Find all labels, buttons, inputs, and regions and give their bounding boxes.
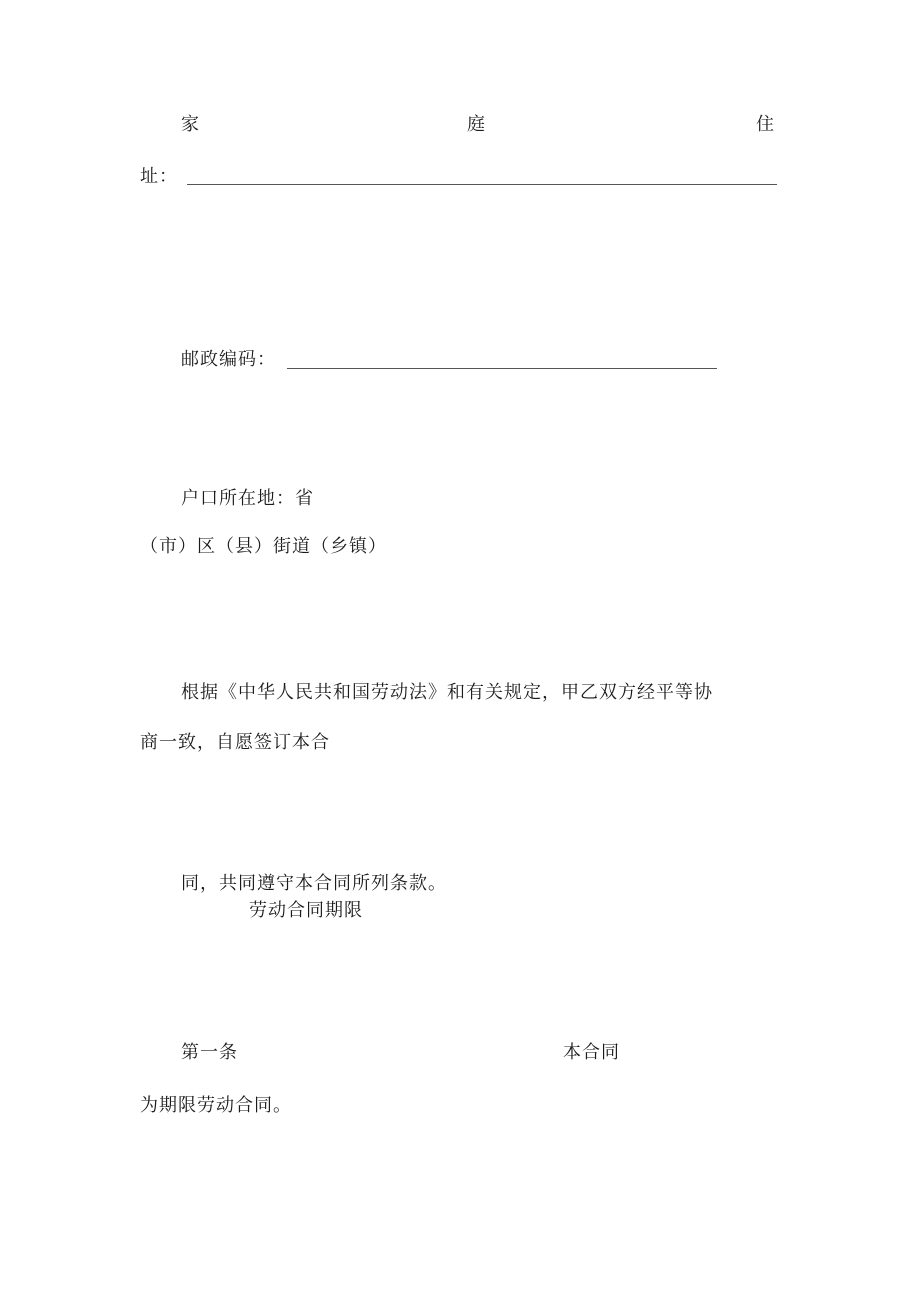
address-label-char-3: 住 (756, 114, 775, 135)
article-1-label: 第一条 (181, 1042, 238, 1063)
preamble-line-3: 同，共同遵守本合同所列条款。 (181, 873, 447, 894)
address-label-char-2: 庭 (467, 114, 486, 135)
section-heading: 劳动合同期限 (249, 900, 363, 921)
address-label-char-4: 址： (140, 166, 178, 187)
postal-code-label: 邮政编码： (181, 349, 276, 370)
household-line-2: （市）区（县）街道（乡镇） (140, 536, 387, 557)
preamble-line-1: 根据《中华人民共和国劳动法》和有关规定，甲乙双方经平等协 (181, 682, 713, 703)
article-1-text-line-2: 为期限劳动合同。 (140, 1095, 292, 1116)
postal-code-fill-line[interactable] (287, 368, 717, 369)
household-label: 户口所在地：省 (181, 488, 314, 509)
address-label-char-1: 家 (181, 114, 200, 135)
address-fill-line[interactable] (187, 184, 777, 185)
article-1-text-right: 本合同 (563, 1042, 620, 1063)
preamble-line-2: 商一致，自愿签订本合 (140, 732, 330, 753)
